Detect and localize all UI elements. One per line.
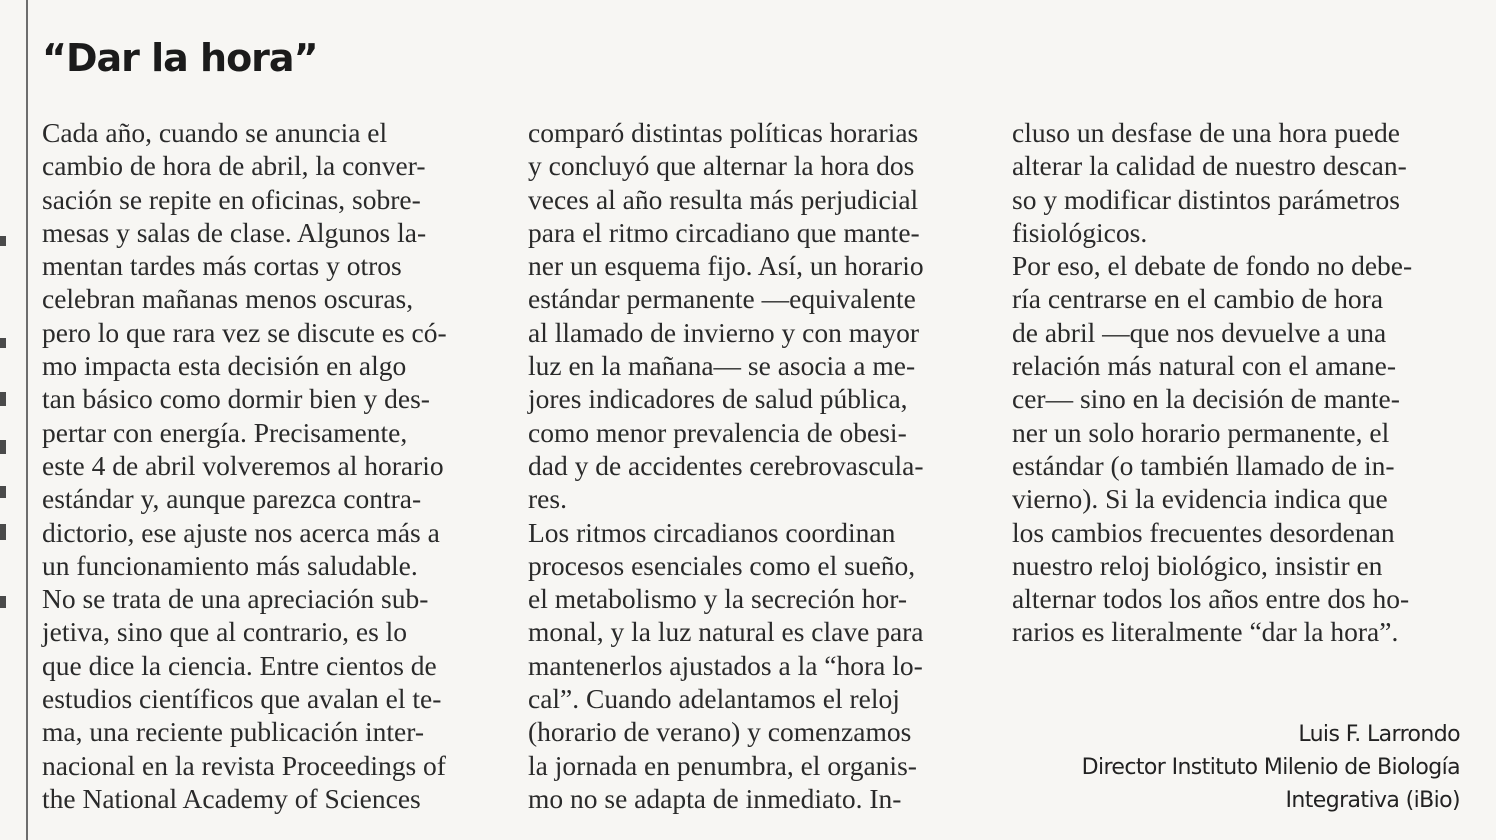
text-line: nuestro reloj biológico, insistir en [1012, 549, 1383, 581]
text-line: ner un esquema fijo. Así, un horario [528, 250, 924, 282]
article-column-2 [528, 116, 924, 815]
text-line: Por eso, el debate de fondo no debe- [1012, 250, 1413, 282]
text-line: res. [528, 483, 567, 515]
text-line: mo no se adapta de inmediato. In- [528, 782, 902, 814]
text-line: No se trata de una apreciación sub- [42, 583, 429, 615]
text-line: so y modificar distintos parámetros [1012, 183, 1400, 215]
text-line: estándar permanente —equivalente [528, 283, 916, 315]
article-column-3 [1012, 116, 1412, 649]
text-line: tan básico como dormir bien y des- [42, 383, 430, 415]
text-line: pertar con energía. Precisamente, [42, 416, 408, 448]
text-line: cambio de hora de abril, la conver- [42, 150, 426, 182]
column-rule [26, 0, 28, 840]
text-line: sación se repite en oficinas, sobre- [42, 183, 421, 215]
text-line: mo impacta esta decisión en algo [42, 350, 407, 382]
headline: “Dar la hora” [42, 36, 318, 80]
text-line: procesos esenciales como el sueño, [528, 549, 916, 581]
text-line: de abril —que nos devuelve a una [1012, 316, 1387, 348]
text-line: relación más natural con el amane- [1012, 350, 1397, 382]
text-line: nacional en la revista Proceedings of [42, 749, 446, 781]
text-line: rarios es literalmente “dar la hora”. [1012, 616, 1399, 648]
text-line: estándar (o también llamado de in- [1012, 449, 1395, 481]
author-name: Luis F. Larrondo [1298, 722, 1460, 747]
text-line: dad y de accidentes cerebrovascula- [528, 449, 924, 481]
text-line: para el ritmo circadiano que mante- [528, 216, 920, 248]
text-line: que dice la ciencia. Entre cientos de [42, 649, 437, 681]
text-line: ma, una reciente publicación inter- [42, 716, 424, 748]
text-line: Los ritmos circadianos coordinan [528, 516, 896, 548]
text-line: los cambios frecuentes desordenan [1012, 516, 1395, 548]
text-line: vierno). Si la evidencia indica que [1012, 483, 1388, 515]
text-line: alternar todos los años entre dos ho- [1012, 583, 1410, 615]
text-line: estudios científicos que avalan el te- [42, 683, 442, 715]
text-line: jores indicadores de salud pública, [528, 383, 908, 415]
text-line: ría centrarse en el cambio de hora [1012, 283, 1384, 315]
text-line: mentan tardes más cortas y otros [42, 250, 402, 282]
edge-marks [0, 0, 14, 840]
author-affiliation: Integrativa (iBio) [1285, 788, 1460, 813]
text-line: cer— sino en la decisión de mante- [1012, 383, 1400, 415]
text-line: pero lo que rara vez se discute es có- [42, 316, 447, 348]
author-title: Director Instituto Milenio de Biología [1081, 755, 1460, 780]
text-line: cluso un desfase de una hora puede [1012, 117, 1400, 148]
text-line: comparó distintas políticas horarias [528, 117, 919, 148]
text-line: un funcionamiento más saludable. [42, 549, 418, 581]
text-line: veces al año resulta más perjudicial [528, 183, 919, 215]
text-line: monal, y la luz natural es clave para [528, 616, 924, 648]
text-line: alterar la calidad de nuestro descan- [1012, 150, 1407, 182]
text-line: al llamado de invierno y con mayor [528, 316, 919, 348]
text-line: (horario de verano) y comenzamos [528, 716, 912, 748]
text-line: the National Academy of Sciences [42, 782, 421, 814]
article-column-1 [42, 116, 447, 815]
text-line: fisiológicos. [1012, 216, 1148, 248]
text-line: Cada año, cuando se anuncia el [42, 117, 388, 148]
text-line: este 4 de abril volveremos al horario [42, 449, 444, 481]
text-line: la jornada en penumbra, el organis- [528, 749, 917, 781]
text-line: luz en la mañana— se asocia a me- [528, 350, 916, 382]
text-line: mantenerlos ajustados a la “hora lo- [528, 649, 923, 681]
text-line: dictorio, ese ajuste nos acerca más a [42, 516, 440, 548]
text-line: ner un solo horario permanente, el [1012, 416, 1390, 448]
text-line: el metabolismo y la secreción hor- [528, 583, 907, 615]
text-line: y concluyó que alternar la hora dos [528, 150, 915, 182]
text-line: estándar y, aunque parezca contra- [42, 483, 422, 515]
author-signature [1082, 718, 1460, 817]
text-line: celebran mañanas menos oscuras, [42, 283, 414, 315]
text-line: cal”. Cuando adelantamos el reloj [528, 683, 900, 715]
text-line: como menor prevalencia de obesi- [528, 416, 907, 448]
text-line: jetiva, sino que al contrario, es lo [42, 616, 408, 648]
text-line: mesas y salas de clase. Algunos la- [42, 216, 427, 248]
